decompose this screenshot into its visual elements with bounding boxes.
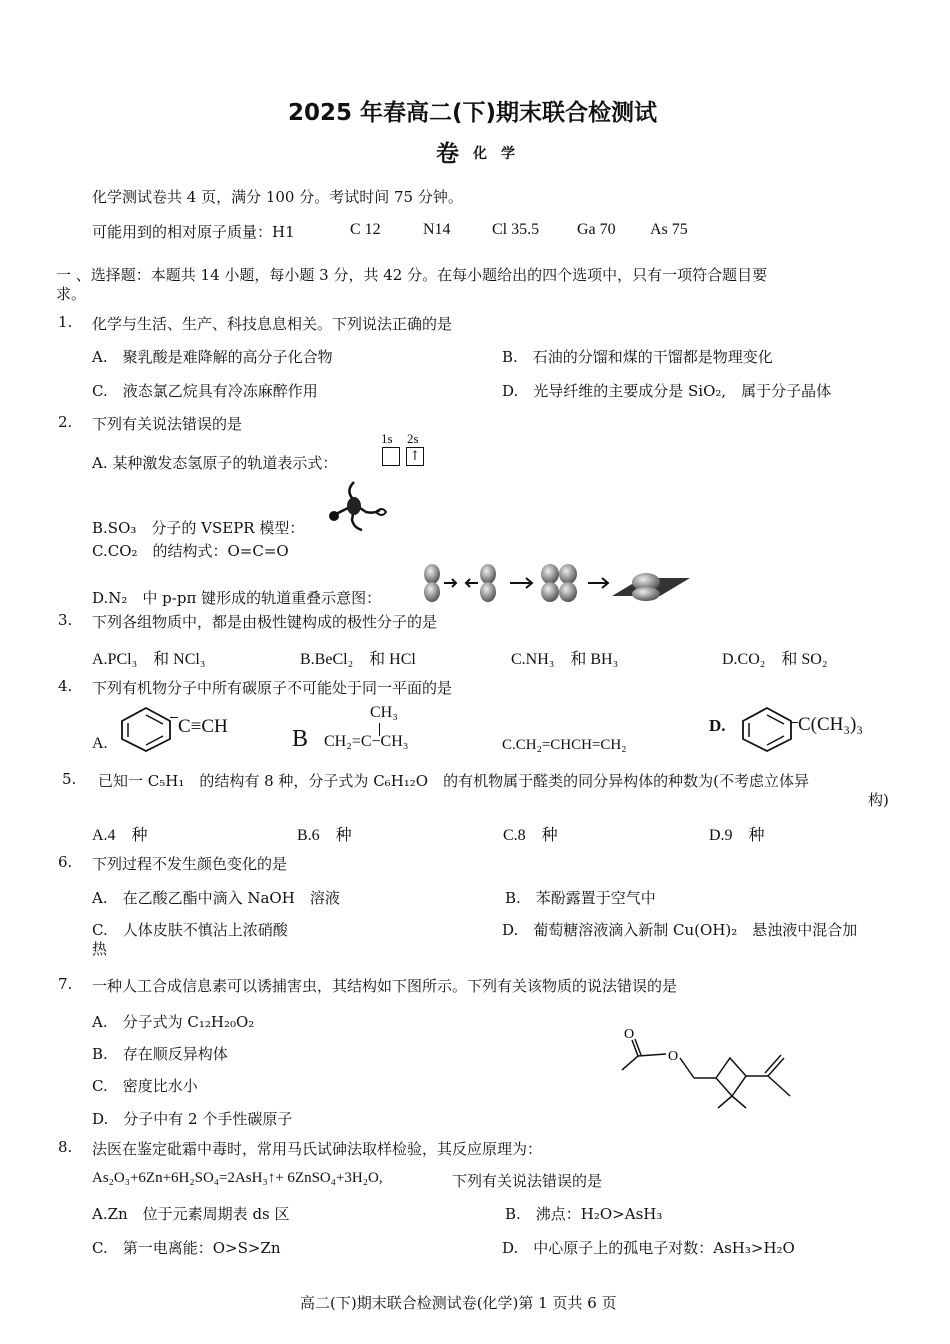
q4-option-d: D. — [709, 716, 726, 735]
q3-option-b: B.BeCl₂ 和 HCl — [300, 651, 416, 668]
section-heading: 一 、选择题：本题共 14 小题，每小题 3 分，共 42 分。在每小题给出的四个选项中，只有一项符合题目要 — [56, 266, 768, 284]
bond-a — [170, 717, 178, 718]
q4-option-a: A. — [92, 735, 108, 752]
q4-option-b: B — [292, 726, 309, 752]
q7-option-b: B. 存在顺反异构体 — [92, 1045, 228, 1063]
q2-option-a: A. 某种激发态氢原子的轨道表示式： — [92, 454, 338, 472]
atomic-mass-ga: Ga 70 — [577, 221, 616, 238]
section-heading-cont: 求。 — [56, 285, 87, 303]
q6-stem: 下列过程不发生颜色变化的是 — [92, 855, 288, 873]
q7-option-a: A. 分子式为 C₁₂H₂₀O₂ — [92, 1013, 255, 1031]
q8-option-c: C. 第一电离能：O>S>Zn — [92, 1239, 281, 1257]
q1-option-d: D. 光导纤维的主要成分是 SiO₂, 属于分子晶体 — [502, 382, 832, 400]
q5-option-b: B.6 种 — [297, 827, 352, 844]
intro-line: 化学测试卷共 4 页，满分 100 分。考试时间 75 分钟。 — [92, 188, 463, 206]
vsepr-model-image — [324, 476, 388, 532]
q5-option-c: C.8 种 — [503, 827, 558, 844]
q6-option-a: A. 在乙酸乙酯中滴入 NaOH 溶液 — [92, 889, 340, 907]
exam-title-continued: 卷 — [436, 141, 459, 167]
page-footer: 高二(下)期末联合检测试卷(化学)第 1 页共 6 页 — [300, 1294, 617, 1312]
q3-option-a: A.PCl₃ 和 NCl₃ — [92, 651, 206, 668]
q5-stem-cont: 构) — [868, 791, 889, 809]
q8-stem: 法医在鉴定砒霜中毒时，常用马氏试砷法取样检验，其反应原理为： — [92, 1140, 543, 1158]
q2-number: 2. — [58, 413, 73, 431]
q1-stem: 化学与生活、生产、科技息息相关。下列说法正确的是 — [92, 315, 453, 333]
pheromone-structure-image — [614, 1020, 804, 1112]
atomic-mass-as: As 75 — [650, 221, 688, 238]
q5-number: 5. — [62, 770, 77, 788]
carbonyl-oxygen: O — [624, 1027, 635, 1042]
q4-number: 4. — [58, 677, 73, 695]
q1-option-b: B. 石油的分馏和煤的干馏都是物理变化 — [502, 348, 773, 366]
q8-stem-tail: 下列有关说法错误的是 — [452, 1172, 603, 1190]
q6-option-c: C. 人体皮肤不慎沾上浓硝酸 — [92, 921, 288, 939]
atomic-mass-label: 可能用到的相对原子质量：H1 — [92, 223, 295, 241]
q4-d-group: C(CH₃)₃ — [798, 714, 863, 735]
q1-number: 1. — [58, 313, 73, 331]
bond-d — [791, 722, 798, 723]
orbital-box-1s — [382, 447, 400, 466]
q8-option-b: B. 沸点：H₂O>AsH₃ — [505, 1205, 663, 1223]
q4-a-group: C≡CH — [178, 716, 228, 737]
q4-b-main: CH₂=C−CH₃ — [324, 733, 409, 750]
q3-number: 3. — [58, 611, 73, 629]
q2-option-b: B.SO₃ 分子的 VSEPR 模型： — [92, 519, 305, 537]
atomic-mass-c: C 12 — [350, 221, 381, 238]
orbital-box-2s: ↑ — [406, 447, 424, 466]
q8-option-d: D. 中心原子上的孤电子对数：AsH₃>H₂O — [502, 1239, 795, 1257]
q2-option-d: D.N₂ 中 p-pπ 键形成的轨道重叠示意图： — [92, 589, 382, 607]
subject-label: 化 学 — [473, 146, 515, 162]
q4-stem: 下列有机物分子中所有碳原子不可能处于同一平面的是 — [92, 679, 453, 697]
q1-option-a: A. 聚乳酸是难降解的高分子化合物 — [92, 348, 333, 366]
atomic-mass-cl: Cl 35.5 — [492, 221, 540, 238]
atomic-mass-n: N14 — [423, 221, 451, 238]
ester-oxygen: O — [668, 1049, 679, 1064]
q6-option-d: D. 葡萄糖溶液滴入新制 Cu(OH)₂ 悬浊液中混合加 — [502, 921, 858, 939]
q5-option-a: A.4 种 — [92, 827, 148, 844]
q4-b-methyl: CH₃ — [370, 704, 398, 721]
q5-option-d: D.9 种 — [709, 827, 765, 844]
orbital-2s-label: 2s — [407, 431, 419, 446]
q6-option-b: B. 苯酚露置于空气中 — [505, 889, 656, 907]
q3-option-d: D.CO₂ 和 SO₂ — [722, 651, 828, 668]
q8-number: 8. — [58, 1138, 73, 1156]
q6-number: 6. — [58, 853, 73, 871]
q2-option-c: C.CO₂ 的结构式：O=C=O — [92, 542, 289, 560]
q7-stem: 一种人工合成信息素可以诱捕害虫，其结构如下图所示。下列有关该物质的说法错误的是 — [92, 977, 678, 995]
q5-stem: 已知一 C₅H₁ 的结构有 8 种，分子式为 C₆H₁₂O 的有机物属于醛类的同分异构体的种数为(不考虑立体异 — [98, 772, 809, 790]
benzene-ring-d — [738, 706, 796, 752]
p-p-pi-overlap-image — [420, 562, 692, 604]
q7-option-d: D. 分子中有 2 个手性碳原子 — [92, 1110, 293, 1128]
q2-stem: 下列有关说法错误的是 — [92, 415, 243, 433]
q7-option-c: C. 密度比水小 — [92, 1077, 198, 1095]
q8-option-a: A.Zn 位于元素周期表 ds 区 — [92, 1205, 290, 1223]
benzene-ring-a — [116, 706, 176, 752]
q7-number: 7. — [58, 975, 73, 993]
q1-option-c: C. 液态氯乙烷具有冷冻麻醉作用 — [92, 382, 318, 400]
q8-equation: As₂O₃+6Zn+6H₂SO₄=2AsH₃↑+ 6ZnSO₄+3H₂O, — [92, 1170, 383, 1186]
q3-option-c: C.NH₃ 和 BH₃ — [511, 651, 619, 668]
orbital-1s-label: 1s — [381, 431, 393, 446]
q3-stem: 下列各组物质中，都是由极性键构成的极性分子的是 — [92, 613, 438, 631]
q4-option-c: C.CH₂=CHCH=CH₂ — [502, 737, 627, 753]
exam-title: 2025 年春高二(下)期末联合检测试 — [288, 100, 658, 126]
q6-option-d-cont: 热 — [92, 940, 108, 958]
